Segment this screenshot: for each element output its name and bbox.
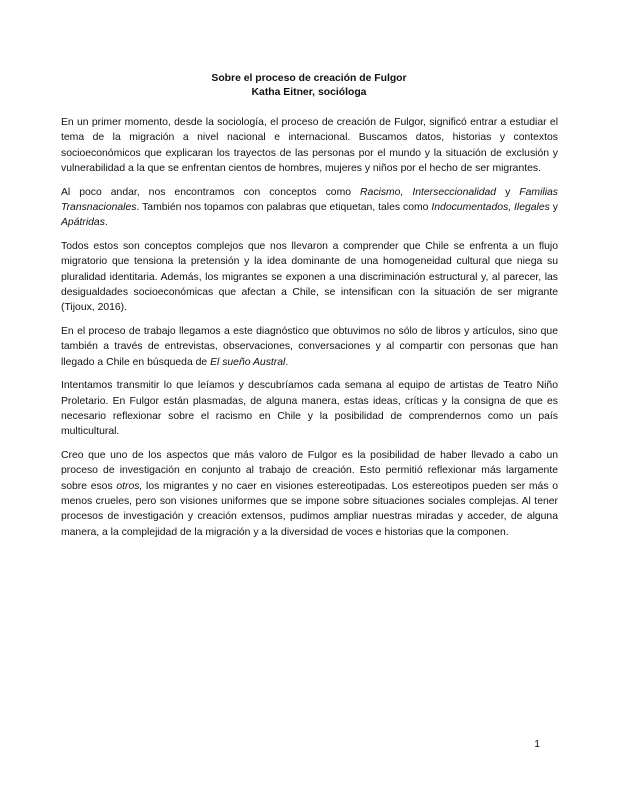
text-run: .	[285, 356, 289, 368]
text-run: En un primer momento, desde la sociología, el proceso de creación de Fulgor, significó entrar a estudiar el tema de la migración a nivel nacional e internacional. Buscamos datos, historias y contextos socioeconómicos que explicaran los trayectos de las personas por el mundo y la situación de exclusión y vulnerabilidad a la que se enfrentan cientos de hombres, mujeres y niños por el hecho de ser migrantes.	[61, 117, 558, 174]
italic-term: Familias Transnacionales	[61, 186, 558, 213]
text-run: Al poco andar, nos encontramos con conceptos como	[61, 186, 361, 198]
document-author: Katha Eitner, socióloga	[251, 87, 367, 98]
text-run: En el proceso de trabajo llegamos a este diagnóstico que obtuvimos no sólo de libros y artículos, sino que también a través de entrevistas, observaciones, conversaciones y al compartir con personas que han llegado a Chile en búsqueda de	[61, 326, 558, 368]
italic-term: Indocumentados, Ilegales	[431, 201, 550, 213]
page-number: 1	[534, 739, 540, 750]
document-body	[61, 115, 558, 548]
text-run: Intentamos transmitir lo que leíamos y descubríamos cada semana al equipo de artistas de Teatro Niño Proletario. En Fulgor están plasmadas, de alguna manera, estas ideas, críticas y la consigna de que es necesario reflexionar sobre el racismo en Chile y la posibilidad de comprendernos como un país multicultural.	[61, 380, 558, 438]
italic-term: El sueño Austral	[210, 356, 286, 368]
text-run: y	[549, 201, 558, 213]
italic-term: Racismo, Interseccionalidad	[360, 186, 497, 198]
text-run: Todos estos son conceptos complejos que nos llevaron a comprender que Chile se enfrenta a un flujo migratorio que tensiona la pretensión y la idea dominante de una homogeneidad cultural que niega su pluralidad identitaria. Además, los migrantes se exponen a una discriminación estructural y, al parecer, las desigualdades socioeconómicas que afectan a Chile, se intensifican con la situación de ser migrante (Tijoux, 2016).	[61, 241, 558, 314]
paragraph-6	[61, 448, 558, 540]
text-run: y	[496, 186, 520, 198]
paragraph-1	[61, 115, 558, 176]
italic-term: Apátridas	[61, 217, 105, 229]
text-run: Creo que uno de los aspectos que más valoro de Fulgor es la posibilidad de haber llevado a cabo un proceso de investigación en conjunto al trabajo de creación. Esto permitió reflexionar más largamente sobre esos	[61, 450, 558, 492]
paragraph-4	[61, 324, 558, 370]
italic-term: otros,	[116, 480, 143, 492]
paragraph-3	[61, 239, 558, 315]
document-title: Sobre el proceso de creación de Fulgor	[211, 73, 407, 84]
text-run: .	[104, 217, 108, 229]
paragraph-5	[61, 378, 558, 439]
paragraph-2	[61, 185, 558, 231]
text-run: los migrantes y no caer en visiones estereotipadas. Los estereotipos pueden ser más o menos crueles, pero son visiones uniformes que se impone sobre situaciones sociales complejas. Al tener procesos de investigación y creación extensos, pudimos ampliar nuestras miradas y acceder, de alguna manera, a la complejidad de la migración y a la diversidad de voces e historias que la componen.	[61, 480, 558, 538]
text-run: . También nos topamos con palabras que etiquetan, tales como	[136, 201, 432, 213]
